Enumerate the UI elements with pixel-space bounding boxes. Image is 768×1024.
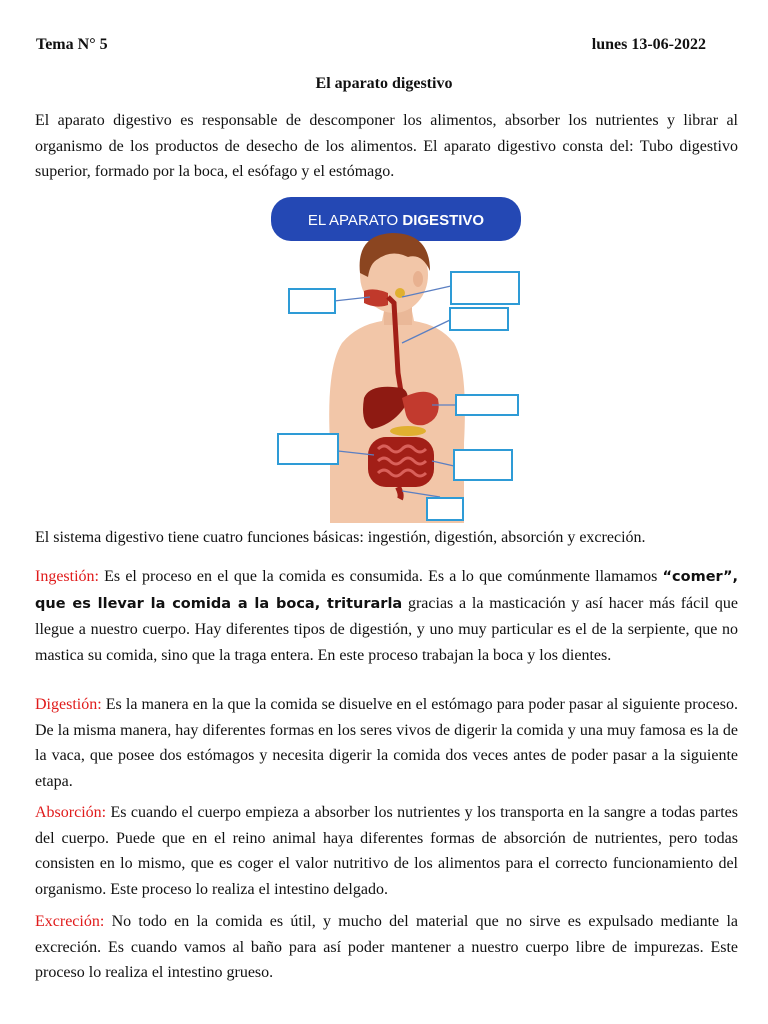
label-box-salivary[interactable] <box>451 272 519 304</box>
pancreas-shape <box>390 426 426 436</box>
excretion-term: Excreción: <box>35 913 105 930</box>
banner-regular-text: EL APARATO <box>307 212 403 229</box>
digestive-system-figure <box>252 193 532 523</box>
digestion-term: Digestión: <box>35 696 102 713</box>
mouth-shape <box>364 289 388 306</box>
rectum-shape <box>398 487 401 499</box>
label-box-liver[interactable] <box>278 434 338 464</box>
figure-banner-text <box>308 212 484 229</box>
ingestion-bold-text: “comer”, que es llevar la comida a la boca, triturarla <box>35 569 738 612</box>
topic-number: Tema N° 5 <box>36 36 108 53</box>
ingestion-term: Ingestión: <box>35 568 99 585</box>
label-box-rectum[interactable] <box>427 498 463 520</box>
intro-paragraph: El aparato digestivo es responsable de descomponer los alimentos, absorber los nutrientes y librar al organismo de los productos de desecho de los alimentos. El aparato digestivo consta del: Tubo digestivo superior, formado por la boca, el esófago y el estómago. <box>35 112 738 180</box>
label-box-stomach[interactable] <box>456 395 518 415</box>
document-date: lunes 13-06-2022 <box>591 36 706 53</box>
label-box-esophagus[interactable] <box>450 308 508 330</box>
absorption-term: Absorción: <box>35 804 107 821</box>
excretion-paragraph <box>35 909 738 986</box>
ingestion-text-a: Es el proceso en el que la comida es consumida. Es a lo que comúnmente llamamos <box>99 568 663 585</box>
banner-bold-text: DIGESTIVO <box>402 212 485 229</box>
label-box-mouth[interactable] <box>289 289 335 313</box>
absorption-paragraph <box>35 800 738 902</box>
ingestion-text-b: gracias a la masticación y así hacer más fácil que llegue a nuestro cuerpo. Hay diferentes tipos de digestión, y uno muy particular es el de la serpiente, que no mastica su comida, sino que la traga entera. En este proceso trabajan la boca y los dientes. <box>35 594 738 664</box>
digestion-text: Es la manera en la que la comida se disuelve en el estómago para poder pasar al siguiente proceso. De la misma manera, hay diferentes formas en los seres vivos de digerir la comida y una muy famosa es la de la vaca, que posee dos estómagos y necesita digerir la comida dos veces antes de poder pasar a la siguiente etapa. <box>35 696 738 790</box>
document-title: El aparato digestivo <box>315 75 453 92</box>
absorption-text: Es cuando el cuerpo empieza a absorber los nutrientes y los transporta en la sangre a todas partes del cuerpo. Puede que en el reino animal haya diferentes formas de absorción de nutrientes, pero todas consisten en lo mismo, que es coger el valor nutritivo de los alimentos para el correcto funcionamiento del organismo. Este proceso lo realiza el intestino delgado. <box>35 804 738 898</box>
ear-shape <box>413 271 423 287</box>
functions-summary: El sistema digestivo tiene cuatro funciones básicas: ingestión, digestión, absorción y excreción. <box>35 529 646 546</box>
digestion-paragraph <box>35 692 738 794</box>
ingestion-paragraph <box>35 564 738 668</box>
excretion-text: No todo en la comida es útil, y mucho del material que no sirve es expulsado mediante la excreción. Es cuando vamos al baño para así poder mantener a nuestro cuerpo libre de impurezas. Este proceso lo realiza el intestino grueso. <box>35 913 738 981</box>
label-box-intestine[interactable] <box>454 450 512 480</box>
